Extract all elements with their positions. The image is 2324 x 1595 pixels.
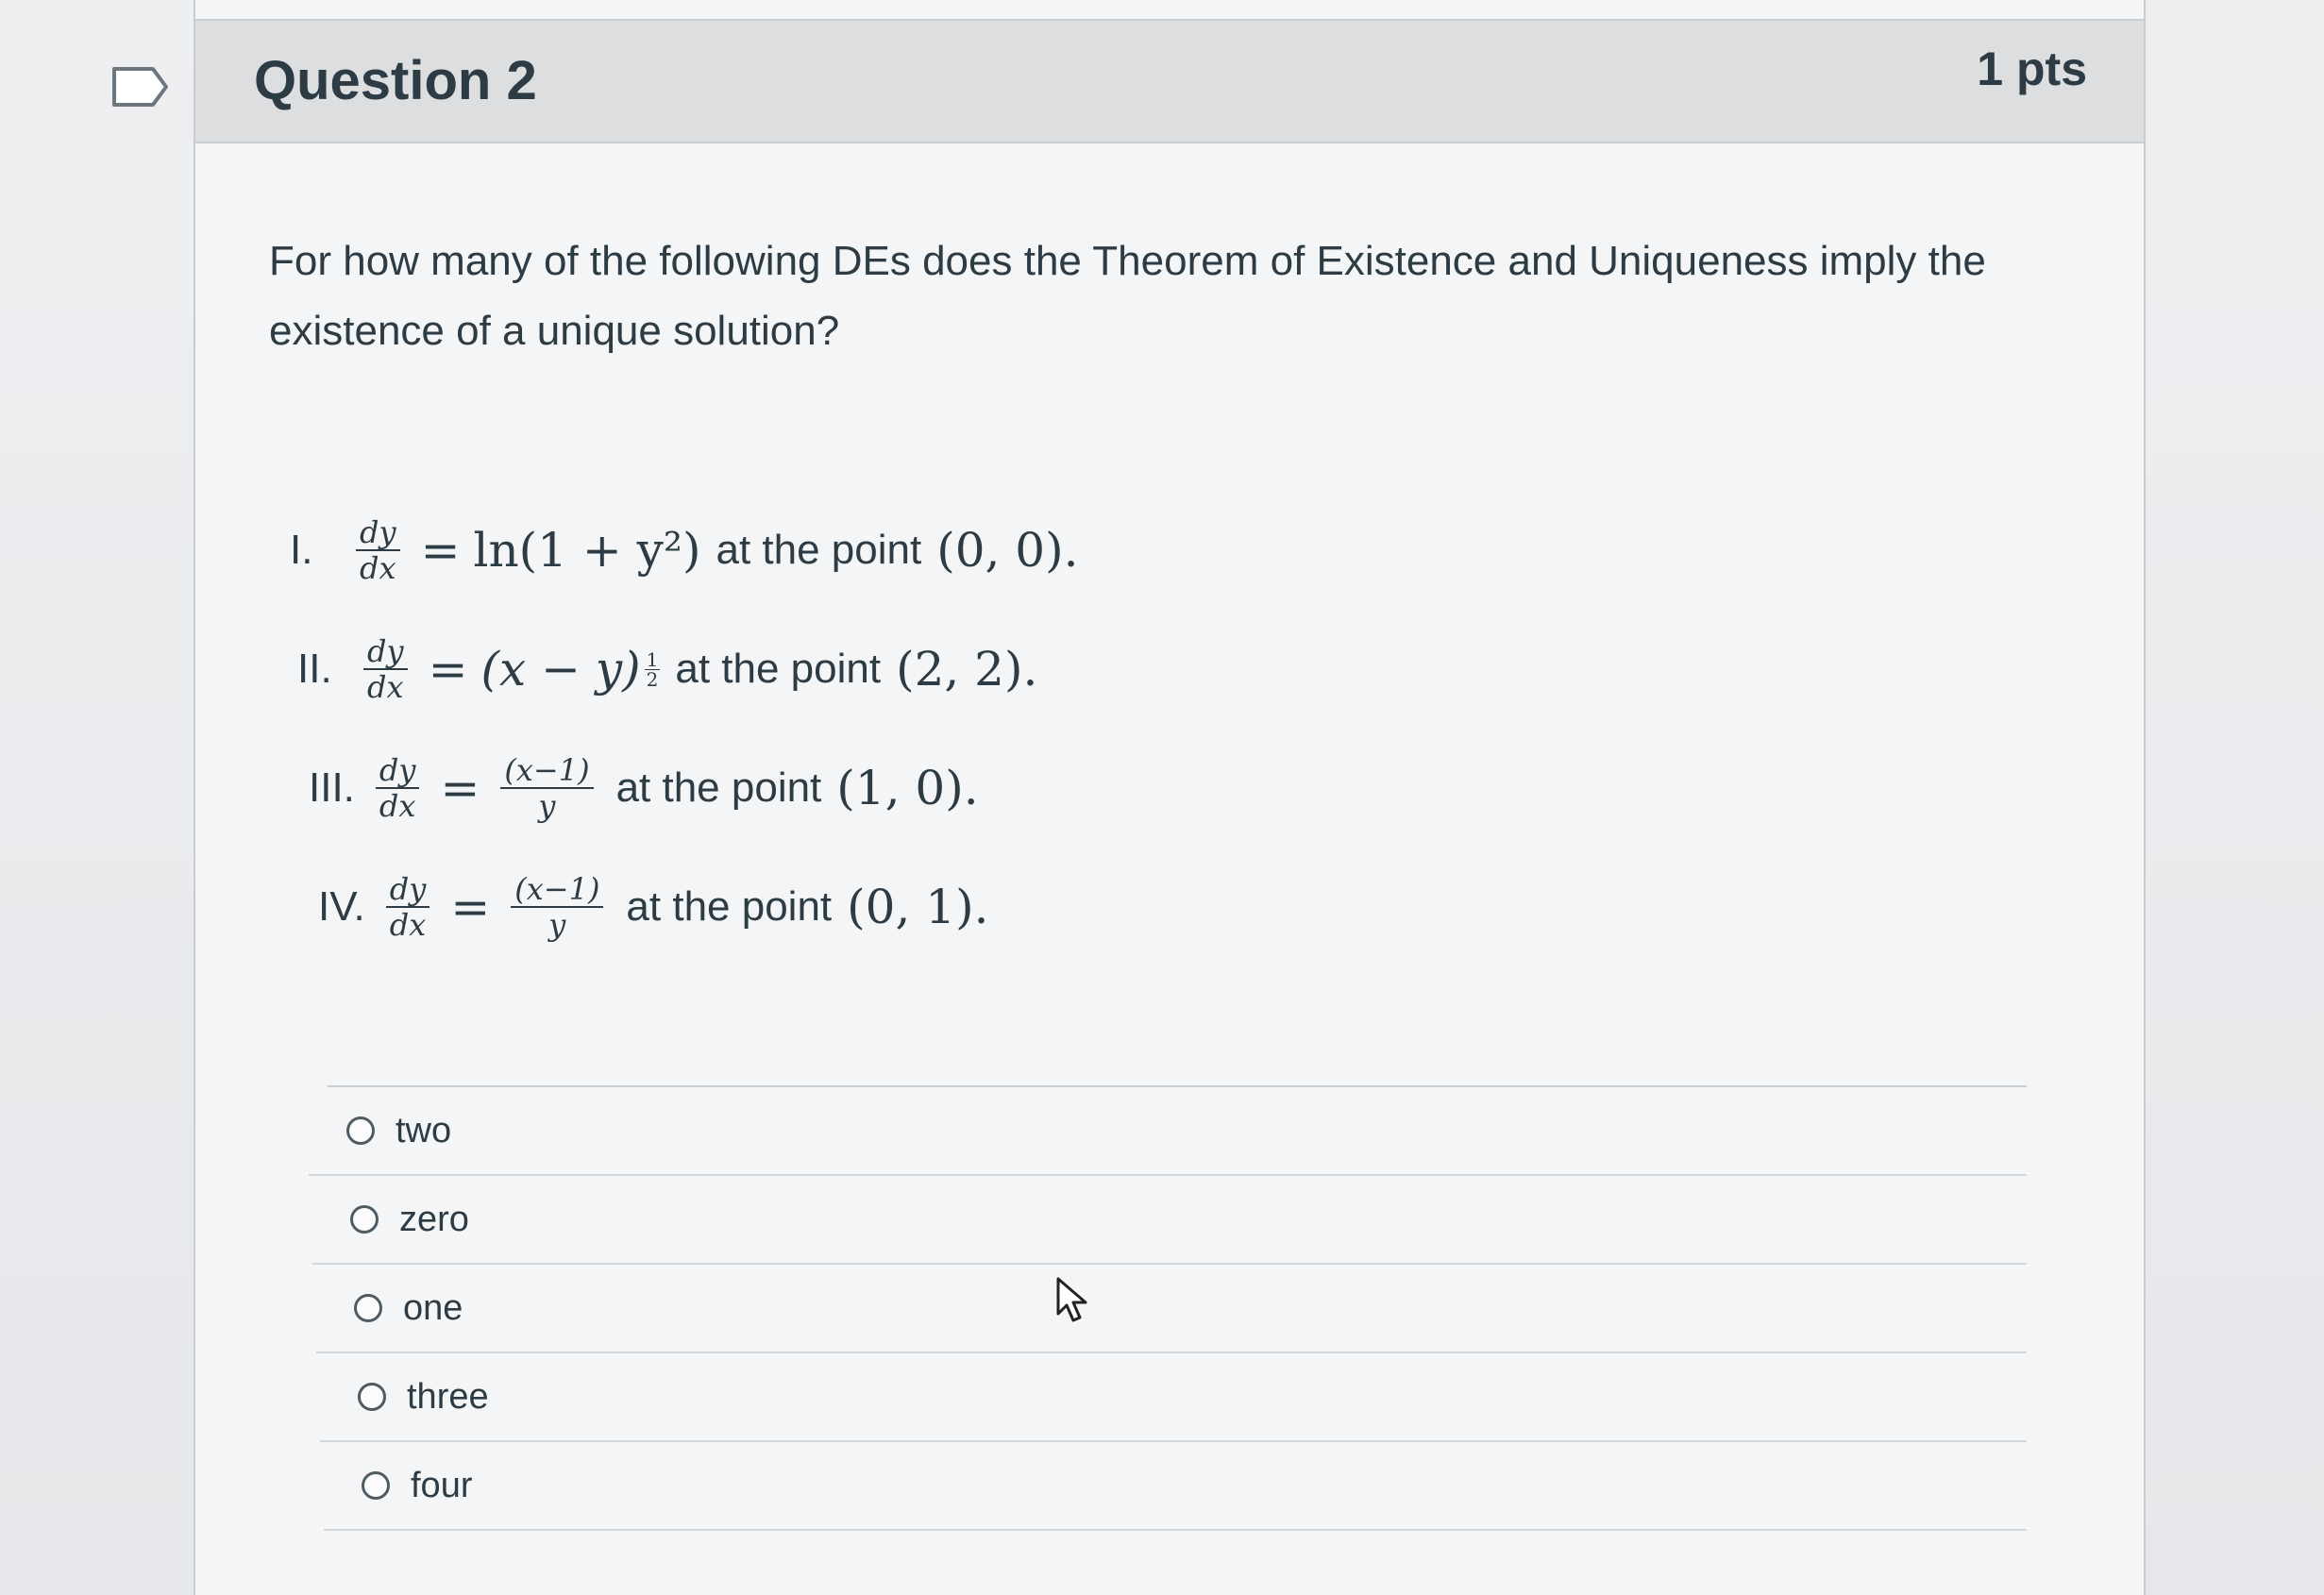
equation-item-4 [318,848,1079,966]
rhs-fraction [500,753,593,823]
equation-item-2 [297,610,1079,729]
question-prompt: For how many of the following DEs does the Theorem of Existence and Uniqueness imply the existence of a unique solution? [269,238,1986,354]
derivative-fraction [376,753,420,823]
question-title: Question 2 [254,50,537,111]
at-point-text: at the point [626,883,833,930]
fraction-denominator: y [538,788,556,824]
exponent-numerator: 1 [646,647,659,671]
flag-question-icon[interactable] [111,66,170,108]
equation-math [348,515,700,585]
equation-numeral: II. [297,646,332,692]
at-point-text: at the point [675,646,882,692]
fraction-numerator: dy [363,634,408,670]
fraction-numerator: dy [356,515,400,551]
exponent-fraction [645,647,661,691]
question-header [195,19,2144,143]
fraction-numerator: (x−1) [511,872,603,908]
equation-rhs-base: (x − y) [480,642,641,697]
radio-button[interactable] [346,1116,375,1145]
answer-list [309,1085,2027,1531]
fraction-denominator: y [548,907,566,943]
question-points: 1 pts [1977,42,2087,95]
answer-option-three[interactable] [320,1353,2027,1442]
answer-option-four[interactable] [324,1442,2027,1531]
fraction-denominator: dx [389,907,427,943]
derivative-fraction [363,634,408,704]
radio-button[interactable] [350,1205,379,1234]
exponent-denominator: 2 [646,667,659,691]
equals-sign: = [428,642,468,697]
equation-item-3 [309,729,1079,848]
fraction-denominator: dx [360,550,396,586]
radio-button[interactable] [358,1383,386,1411]
derivative-fraction [386,872,430,942]
question-card [194,0,2146,1595]
equation-math [356,634,660,704]
radio-button[interactable] [354,1294,382,1322]
equation-point: (2, 2). [896,642,1038,697]
answer-label: one [403,1287,463,1328]
equation-numeral: III. [309,764,355,811]
equation-point: (0, 1). [847,880,989,934]
fraction-denominator: dx [367,669,404,705]
answer-option-two[interactable] [309,1087,2027,1176]
answer-option-zero[interactable] [312,1176,2027,1265]
equation-item-1 [290,491,1079,610]
derivative-fraction [356,515,400,585]
radio-button[interactable] [362,1471,390,1500]
equation-point: (1, 0). [836,761,979,815]
at-point-text: at the point [716,527,922,573]
fraction-denominator: dx [379,788,416,824]
answer-label: four [411,1465,473,1505]
equation-math [379,872,612,942]
fraction-numerator: dy [386,872,430,908]
answer-label: three [407,1376,489,1417]
fraction-numerator: (x−1) [500,753,593,789]
answer-label: two [396,1110,452,1150]
rhs-fraction [511,872,603,942]
answer-option-one[interactable] [316,1265,2027,1353]
equation-rhs: ln(1 + y²) [473,523,701,578]
mouse-pointer-icon [1055,1276,1093,1325]
equation-point: (0, 0). [936,523,1079,578]
equation-math [368,753,601,823]
equals-sign: = [420,523,461,578]
equals-sign: = [450,880,491,934]
answer-label: zero [399,1199,469,1239]
equation-numeral: IV. [318,883,365,930]
fraction-numerator: dy [376,753,420,789]
equation-numeral: I. [290,527,313,573]
equals-sign: = [440,761,480,815]
at-point-text: at the point [615,764,822,811]
equation-list [290,491,1079,966]
